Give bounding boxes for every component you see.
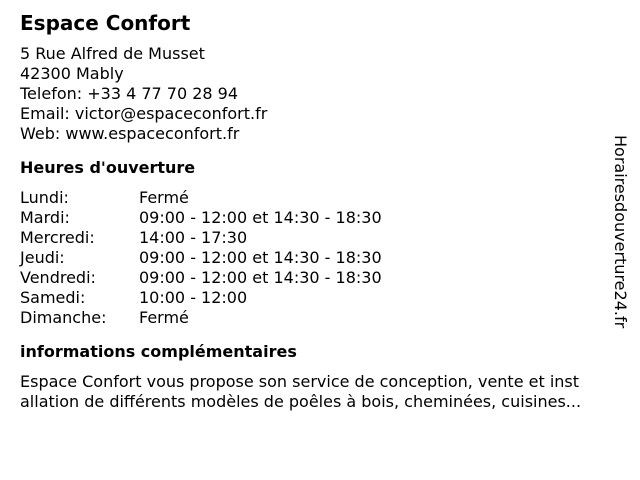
hours-time: Fermé [139,308,189,327]
hours-row [20,308,620,328]
hours-day: Samedi: [20,288,86,307]
hours-day: Lundi: [20,188,69,207]
hours-day: Dimanche: [20,308,107,327]
site-watermark: Horairesdouverture24.fr [611,135,630,329]
info-title: informations complémentaires [20,342,297,361]
hours-row [20,228,620,248]
email-line: Email: victor@espaceconfort.fr [20,104,268,123]
hours-time: 09:00 - 12:00 et 14:30 - 18:30 [139,248,382,267]
business-card [20,10,620,412]
hours-time: 14:00 - 17:30 [139,228,248,247]
info-description [20,372,620,412]
hours-row [20,208,620,228]
hours-row [20,288,620,308]
hours-day: Mercredi: [20,228,95,247]
info-line: Espace Confort vous propose son service de conception, vente et inst [20,372,580,391]
business-name: Espace Confort [20,11,191,35]
hours-row [20,248,620,268]
address-street: 5 Rue Alfred de Musset [20,44,205,63]
hours-row [20,188,620,208]
hours-title: Heures d'ouverture [20,158,196,177]
hours-time: 10:00 - 12:00 [139,288,248,307]
hours-time: Fermé [139,188,189,207]
address-city: 42300 Mably [20,64,124,83]
hours-time: 09:00 - 12:00 et 14:30 - 18:30 [139,268,382,287]
hours-day: Vendredi: [20,268,96,287]
phone-line: Telefon: +33 4 77 70 28 94 [20,84,239,103]
hours-table [20,188,620,328]
info-line: allation de différents modèles de poêles à bois, cheminées, cuisines... [20,392,582,411]
hours-day: Jeudi: [20,248,65,267]
web-line: Web: www.espaceconfort.fr [20,124,240,143]
hours-day: Mardi: [20,208,70,227]
hours-time: 09:00 - 12:00 et 14:30 - 18:30 [139,208,382,227]
hours-row [20,268,620,288]
